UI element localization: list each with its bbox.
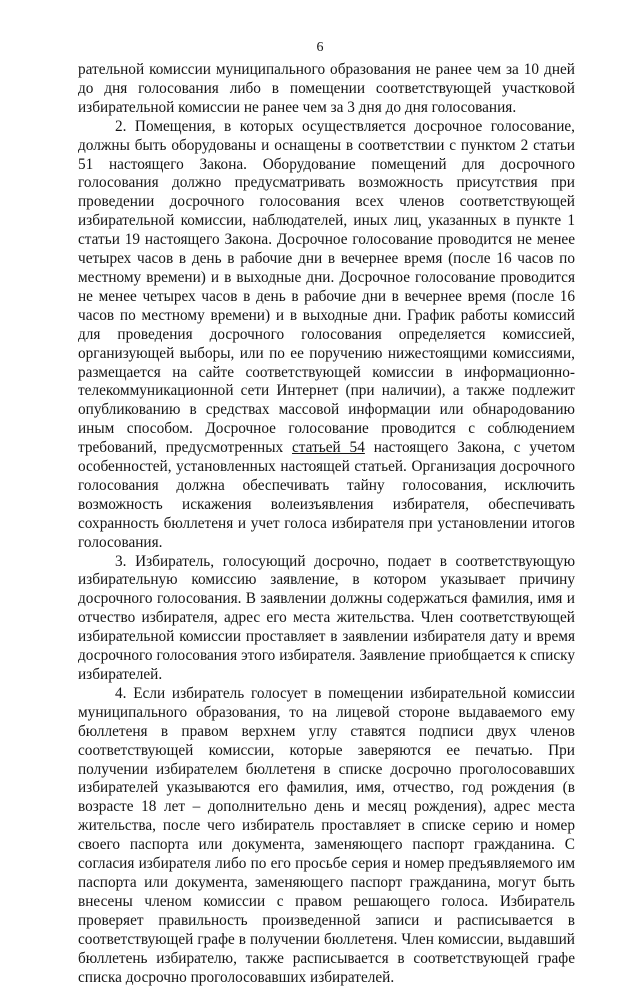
document-body [78,61,575,987]
paragraph-3-application: 3. Избиратель, голосующий досрочно, подает в соответствующую избирательную комиссию заявление, в котором указывает причину досрочного голосования. В заявлении должны содержаться фамилия, имя и отчество избирателя, адрес его места жительства. Член соответствующей избирательной комиссии проставляет в заявлении избирателя дату и время досрочного голосования этого избирателя. Заявление приобщается к списку избирателей. [78,552,575,683]
paragraph-2-text-before: 2. Помещения, в которых осуществляется досрочное голосование, должны быть оборудованы и оснащены в соответствии с пунктом 2 статьи 51 настоящего Закона. Оборудование помещений для досрочного голосования должно предусматривать возможность присутствия при проведении досрочного голосования всех членов соответствующей избирательной комиссии, наблюдателей, иных лиц, указанных в пункте 1 статьи 19 настоящего Закона. Досрочное голосование проводится не менее четырех часов в день в рабочие дни в вечернее время (после 16 часов по местному времени) и в выходные дни. Досрочное голосование проводится не менее четырех часов в день в рабочие дни в вечернее время (после 16 часов по местному времени) и в выходные дни. График работы комиссий для проведения досрочного голосования определяется комиссией, организующей выборы, или по ее поручению нижестоящими комиссиями, размещается на сайте соответствующей комиссии в информационно-телекоммуникационной сети Интернет (при наличии), а также подлежит опубликованию в средствах массовой информации или обнародованию иным способом. Досрочное голосование проводится с соблюдением требований, предусмотренных [78,117,575,457]
page-number: 6 [316,40,324,55]
paragraph-2-premises [78,118,575,553]
paragraph-continuation: рательной комиссии муниципального образования не ранее чем за 10 дней до дня голосования либо в помещении соответствующей участковой избирательной комиссии не ранее чем за 3 дня до дня голосования. [78,61,575,116]
paragraph-4-ballot-issuance: 4. Если избиратель голосует в помещении избирательной комиссии муниципального образования, то на лицевой стороне выдаваемого ему бюллетеня в правом верхнем углу ставятся подписи двух членов соответствующей комиссии, которые заверяются ее печатью. При получении избирателем бюллетеня в списке досрочно проголосовавших избирателей указываются его фамилия, имя, отчество, год рождения (в возрасте 18 лет – дополнительно день и месяц рождения), адрес места жительства, после чего избиратель проставляет в списке серию и номер своего паспорта или документа, заменяющего паспорт гражданина. С согласия избирателя либо по его просьбе серия и номер предъявляемого им паспорта или документа, заменяющего паспорт гражданина, могут быть внесены членом комиссии с правом решающего голоса. Избиратель проверяет правильность произведенной записи и расписывается в соответствующей графе в получении бюллетеня. Член комиссии, выдавший бюллетень избирателю, также расписывается в соответствующей графе списка досрочно проголосовавших избирателей. [78,684,575,986]
article-54-link[interactable]: статьей 54 [292,439,365,457]
paragraph-2-text-after: настоящего Закона, с учетом особенностей, установленных настоящей статьей. Организация досрочного голосования должна обеспечивать тайну голосования, исключить возможность искажения волеизъявления избирателя, обеспечивать сохранность бюллетеня и учет голоса избирателя при установлении итогов голосования. [78,439,575,551]
